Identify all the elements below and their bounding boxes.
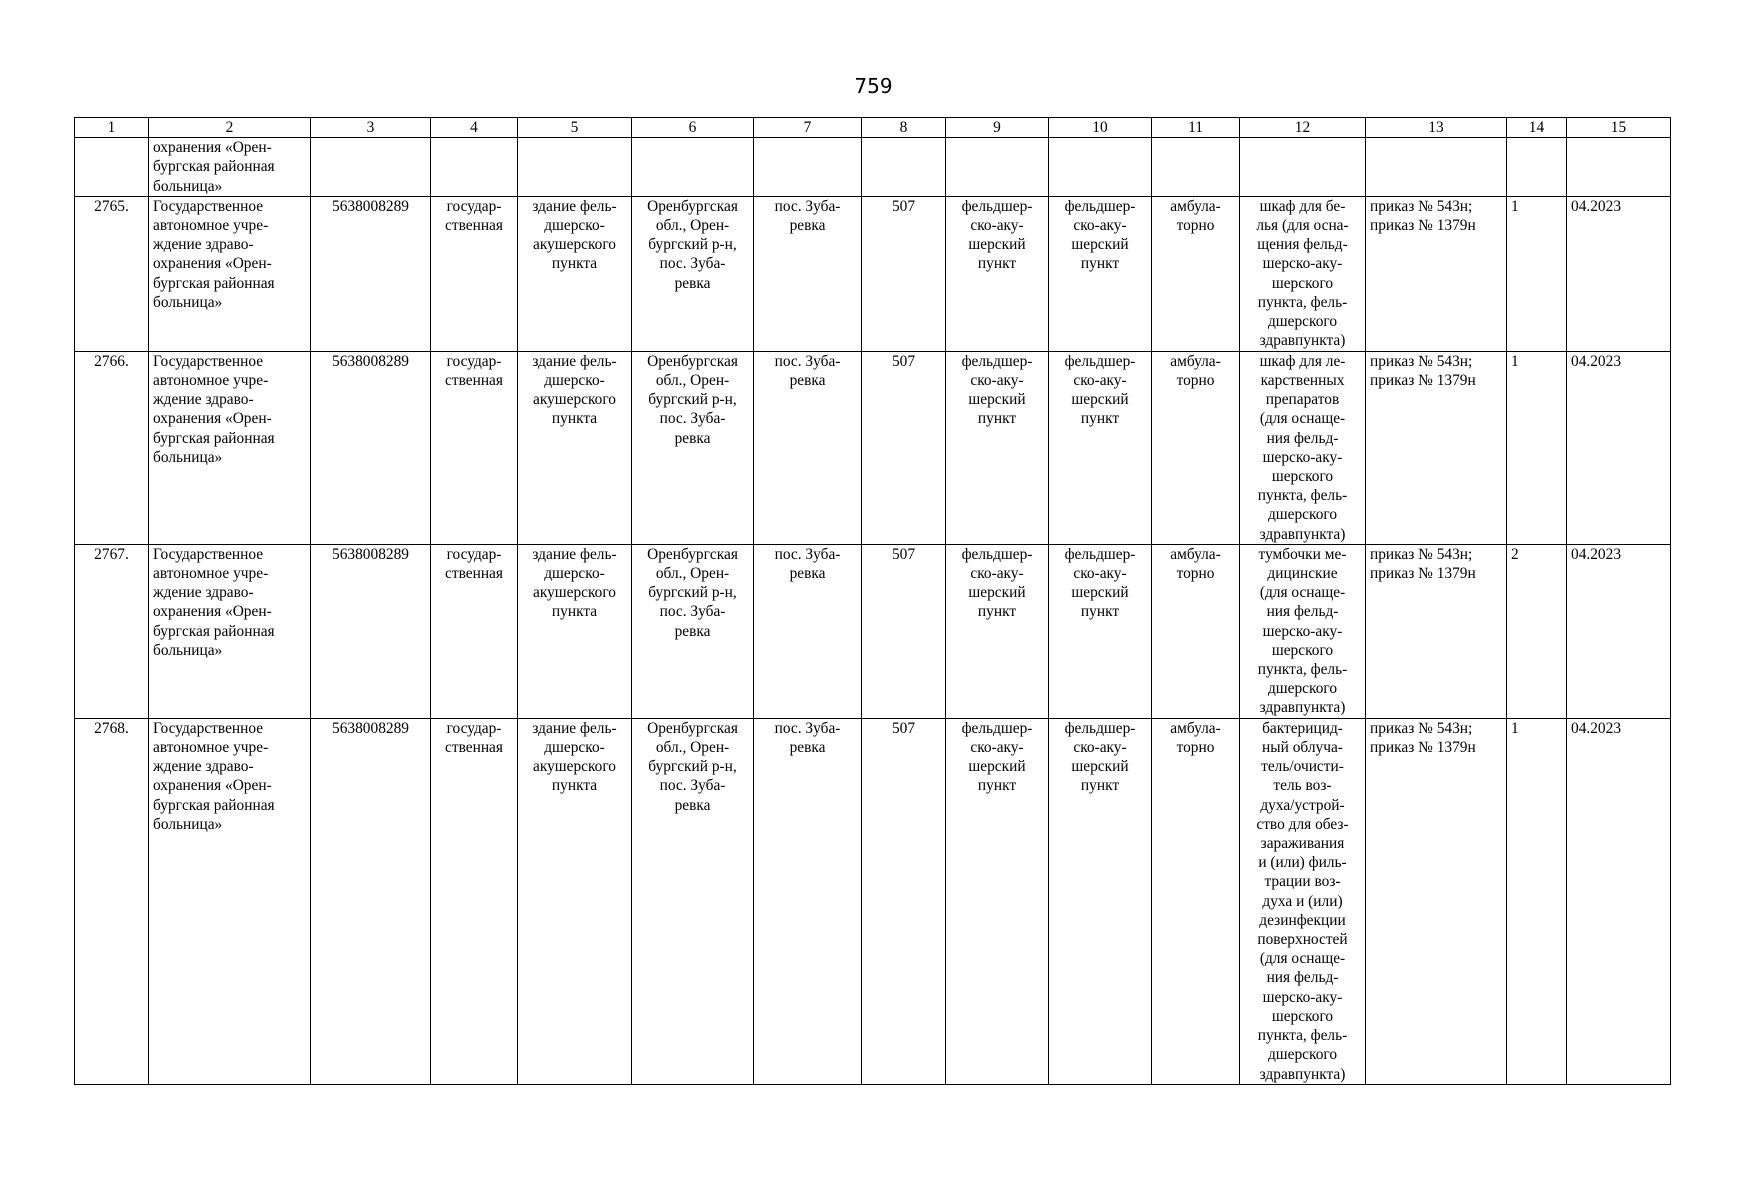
table-row (75, 351, 1671, 544)
registry-table (74, 117, 1671, 1085)
cell-orders: приказ № 543н; приказ № 1379н (1366, 544, 1507, 718)
cell-empty (862, 138, 946, 197)
cell-equipment: бактерицид- ный облуча- тель/очисти- тель воз- духа/устрой- ство для обез- зараживания и (или) филь- трации воз- духа и (или) дезинфекции поверхностей (для оснаще- ния фельд- шерско-аку- шерского пункта, фель- дшерского здравпункта) (1240, 718, 1366, 1084)
cell-empty (1240, 138, 1366, 197)
cell-organization: Государственное автономное учре- ждение здраво- охранения «Орен- бургская районная больница» (149, 196, 311, 351)
cell-date: 04.2023 (1567, 351, 1671, 544)
cell-unit-type: фельдшер- ско-аку- шерский пункт (946, 544, 1049, 718)
cell-empty (518, 138, 632, 197)
cell-address: Оренбургская обл., Орен- бургский р-н, пос. Зуба- ревка (632, 718, 754, 1084)
cell-unit-name: фельдшер- ско-аку- шерский пункт (1049, 718, 1152, 1084)
cell-empty (1152, 138, 1240, 197)
cell-quantity: 1 (1507, 351, 1567, 544)
table-row (75, 196, 1671, 351)
cell-building: здание фель- дшерско- акушерского пункта (518, 544, 632, 718)
cell-code: 507 (862, 351, 946, 544)
cell-code: 507 (862, 196, 946, 351)
cell-organization: охранения «Орен- бургская районная больница» (149, 138, 311, 197)
cell-equipment: шкаф для ле- карственных препаратов (для оснаще- ния фельд- шерско-аку- шерского пункта, фель- дшерского здравпункта) (1240, 351, 1366, 544)
cell-unit-type: фельдшер- ско-аку- шерский пункт (946, 718, 1049, 1084)
cell-locality: пос. Зуба- ревка (754, 544, 862, 718)
cell-building: здание фель- дшерско- акушерского пункта (518, 718, 632, 1084)
cell-care-condition: амбула- торно (1152, 351, 1240, 544)
cell-organization: Государственное автономное учре- ждение здраво- охранения «Орен- бургская районная больница» (149, 544, 311, 718)
cell-equipment: тумбочки ме- дицинские (для оснаще- ния фельд- шерско-аку- шерского пункта, фель- дшерского здравпункта) (1240, 544, 1366, 718)
cell-inn: 5638008289 (311, 718, 431, 1084)
column-number: 15 (1567, 118, 1671, 138)
cell-address: Оренбургская обл., Орен- бургский р-н, пос. Зуба- ревка (632, 544, 754, 718)
column-number: 6 (632, 118, 754, 138)
cell-quantity: 1 (1507, 718, 1567, 1084)
cell-quantity: 2 (1507, 544, 1567, 718)
cell-orders: приказ № 543н; приказ № 1379н (1366, 351, 1507, 544)
cell-equipment: шкаф для бе- лья (для осна- щения фельд- шерско-аку- шерского пункта, фель- дшерского здравпункта) (1240, 196, 1366, 351)
column-number: 3 (311, 118, 431, 138)
column-number: 9 (946, 118, 1049, 138)
cell-unit-type: фельдшер- ско-аку- шерский пункт (946, 196, 1049, 351)
page-number: 759 (854, 74, 893, 98)
cell-orders: приказ № 543н; приказ № 1379н (1366, 718, 1507, 1084)
cell-inn: 5638008289 (311, 196, 431, 351)
cell-empty (311, 138, 431, 197)
cell-code: 507 (862, 718, 946, 1084)
cell-unit-name: фельдшер- ско-аку- шерский пункт (1049, 351, 1152, 544)
cell-care-condition: амбула- торно (1152, 544, 1240, 718)
cell-care-condition: амбула- торно (1152, 196, 1240, 351)
cell-organization: Государственное автономное учре- ждение здраво- охранения «Орен- бургская районная больница» (149, 351, 311, 544)
cell-empty (1567, 138, 1671, 197)
column-number: 8 (862, 118, 946, 138)
cell-ownership: государ- ственная (431, 351, 518, 544)
cell-building: здание фель- дшерско- акушерского пункта (518, 351, 632, 544)
cell-address: Оренбургская обл., Орен- бургский р-н, пос. Зуба- ревка (632, 196, 754, 351)
column-number: 7 (754, 118, 862, 138)
table-row (75, 544, 1671, 718)
cell-empty (75, 138, 149, 197)
column-number: 4 (431, 118, 518, 138)
cell-row-number: 2768. (75, 718, 149, 1084)
cell-date: 04.2023 (1567, 196, 1671, 351)
cell-empty (1507, 138, 1567, 197)
cell-unit-name: фельдшер- ско-аку- шерский пункт (1049, 196, 1152, 351)
cell-row-number: 2767. (75, 544, 149, 718)
cell-care-condition: амбула- торно (1152, 718, 1240, 1084)
cell-orders: приказ № 543н; приказ № 1379н (1366, 196, 1507, 351)
table-row (75, 718, 1671, 1084)
cell-empty (1049, 138, 1152, 197)
cell-locality: пос. Зуба- ревка (754, 718, 862, 1084)
cell-empty (431, 138, 518, 197)
cell-locality: пос. Зуба- ревка (754, 196, 862, 351)
cell-ownership: государ- ственная (431, 196, 518, 351)
cell-unit-name: фельдшер- ско-аку- шерский пункт (1049, 544, 1152, 718)
cell-inn: 5638008289 (311, 544, 431, 718)
cell-unit-type: фельдшер- ско-аку- шерский пункт (946, 351, 1049, 544)
cell-row-number: 2766. (75, 351, 149, 544)
cell-empty (632, 138, 754, 197)
cell-code: 507 (862, 544, 946, 718)
cell-date: 04.2023 (1567, 544, 1671, 718)
column-number: 11 (1152, 118, 1240, 138)
cell-ownership: государ- ственная (431, 544, 518, 718)
column-number: 2 (149, 118, 311, 138)
column-number-header-row (75, 118, 1671, 138)
column-number: 1 (75, 118, 149, 138)
cell-locality: пос. Зуба- ревка (754, 351, 862, 544)
cell-building: здание фель- дшерско- акушерского пункта (518, 196, 632, 351)
column-number: 14 (1507, 118, 1567, 138)
cell-empty (754, 138, 862, 197)
column-number: 12 (1240, 118, 1366, 138)
cell-row-number: 2765. (75, 196, 149, 351)
column-number: 5 (518, 118, 632, 138)
cell-quantity: 1 (1507, 196, 1567, 351)
cell-ownership: государ- ственная (431, 718, 518, 1084)
cell-address: Оренбургская обл., Орен- бургский р-н, пос. Зуба- ревка (632, 351, 754, 544)
continuation-row (75, 138, 1671, 197)
cell-organization: Государственное автономное учре- ждение здраво- охранения «Орен- бургская районная больница» (149, 718, 311, 1084)
cell-empty (946, 138, 1049, 197)
column-number: 13 (1366, 118, 1507, 138)
cell-empty (1366, 138, 1507, 197)
cell-date: 04.2023 (1567, 718, 1671, 1084)
cell-inn: 5638008289 (311, 351, 431, 544)
column-number: 10 (1049, 118, 1152, 138)
